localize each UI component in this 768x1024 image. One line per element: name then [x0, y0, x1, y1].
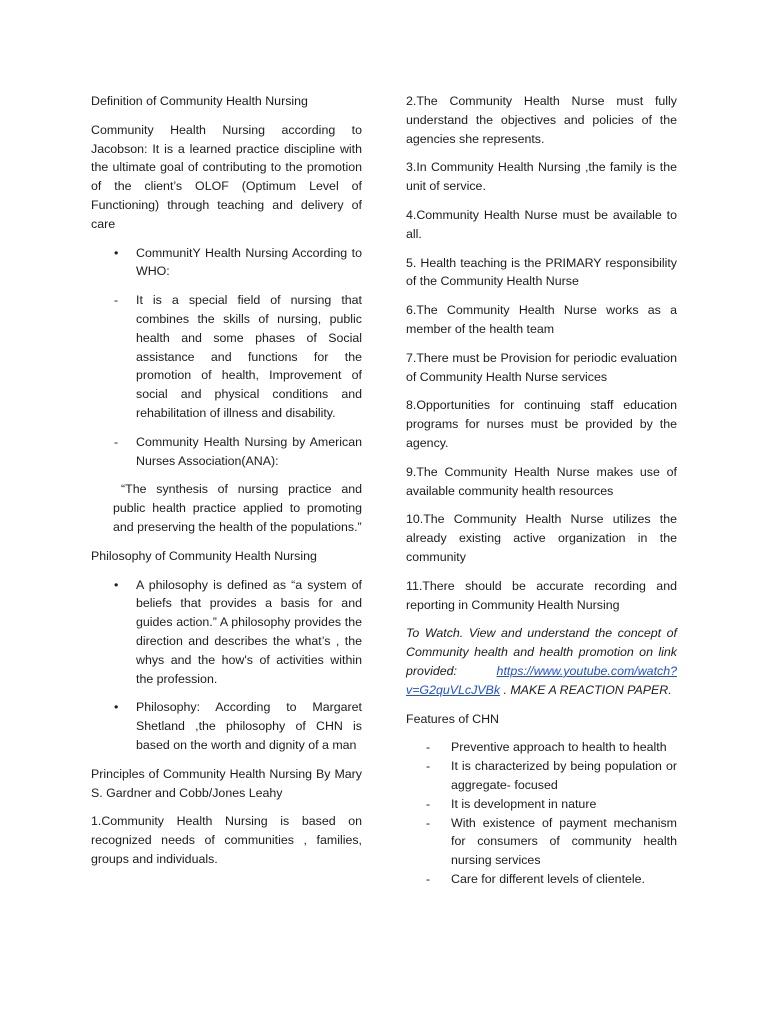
- watch-tail: . MAKE A REACTION PAPER.: [500, 682, 672, 697]
- dash-marker: -: [114, 434, 119, 449]
- youtube-link[interactable]: https://www.youtube.com/watch?v=G2quVLcJVBk: [406, 663, 677, 697]
- principle-11: 11.There should be accurate recording and reporting in Community Health Nursing: [406, 578, 677, 612]
- watch-text: To Watch. View and understand the concept of Community health and health promotion on link provided:: [406, 626, 677, 678]
- jacobson-definition: Community Health Nursing according to Jacobson: It is a learned practice discipline with the ultimate goal of contributing to the promotion of the client’s OLOF (Optimum Level of Functioning) through teaching and delivery of care: [91, 122, 362, 231]
- feature-text: With existence of payment mechanism for consumers of community health nursing services: [451, 815, 677, 868]
- ana-label: Community Health Nursing by American Nurses Association(ANA):: [136, 434, 362, 468]
- principle-4: 4.Community Health Nurse must be available to all.: [406, 207, 677, 241]
- principle-5: 5. Health teaching is the PRIMARY responsibility of the Community Health Nurse: [406, 255, 677, 289]
- feature-item: [406, 870, 677, 889]
- principle-2: 2.The Community Health Nurse must fully understand the objectives and policies of the agencies she represents.: [406, 94, 677, 146]
- dash-marker: -: [426, 871, 431, 886]
- feature-text: Preventive approach to health to health: [451, 740, 667, 755]
- philosophy-item-2: [91, 698, 362, 754]
- principle-6: 6.The Community Health Nurse works as a member of the health team: [406, 303, 677, 336]
- ana-item: [91, 433, 362, 471]
- philosophy-heading: Philosophy of Community Health Nursing: [91, 548, 317, 563]
- who-bullet-item: [91, 244, 362, 282]
- features-list: [406, 738, 677, 888]
- special-field-text: It is a special field of nursing that combines the skills of nursing, public health and some phases of Social assistance and functions for the promotion of health, Improvement of social and physical conditions and rehabilitation of illness and disability.: [136, 293, 362, 420]
- special-field-item: [91, 291, 362, 423]
- principle-8: 8.Opportunities for continuing staff education programs for nurses must be provided by the agency.: [406, 398, 677, 450]
- feature-item: [406, 738, 677, 757]
- dash-marker: -: [114, 293, 119, 308]
- right-column: [406, 92, 677, 889]
- bullet-marker: •: [114, 245, 119, 260]
- principle-1: 1.Community Health Nursing is based on recognized needs of communities , families, groups and individuals.: [91, 814, 362, 866]
- feature-text: It is development in nature: [451, 796, 597, 811]
- bullet-marker: •: [114, 700, 119, 715]
- ana-quote: “The synthesis of nursing practice and public health practice applied to promoting and preserving the health of the populations.”: [113, 482, 362, 534]
- dash-marker: -: [426, 759, 431, 774]
- feature-item: [406, 814, 677, 870]
- feature-item: [406, 757, 677, 795]
- dash-marker: -: [426, 740, 431, 755]
- principle-9: 9.The Community Health Nurse makes use of available community health resources: [406, 464, 677, 498]
- feature-text: Care for different levels of clientele.: [451, 871, 645, 886]
- left-column: [91, 92, 362, 879]
- dash-marker: -: [426, 815, 431, 830]
- dash-marker: -: [426, 796, 431, 811]
- principle-10: 10.The Community Health Nurse utilizes the already existing active organization in the community: [406, 512, 677, 564]
- principle-3: 3.In Community Health Nursing ,the family is the unit of service.: [406, 160, 677, 194]
- philosophy-item-1: [91, 576, 362, 689]
- bullet-marker: •: [114, 577, 119, 592]
- watch-instruction: [406, 624, 677, 699]
- principles-heading: Principles of Community Health Nursing By Mary S. Gardner and Cobb/Jones Leahy: [91, 766, 362, 800]
- who-definition-label: CommunitY Health Nursing According to WHO:: [136, 245, 362, 279]
- principle-7: 7.There must be Provision for periodic evaluation of Community Health Nurse services: [406, 350, 677, 384]
- feature-item: [406, 795, 677, 814]
- feature-text: It is characterized by being population or aggregate- focused: [451, 759, 677, 792]
- definition-heading: Definition of Community Health Nursing: [91, 94, 308, 108]
- shetland-philosophy: Philosophy: According to Margaret Shetland ,the philosophy of CHN is based on the worth and dignity of a man: [136, 700, 362, 752]
- features-heading: Features of CHN: [406, 711, 499, 726]
- philosophy-definition: A philosophy is defined as “a system of beliefs that provides a basis for and guides action.” A philosophy provides the direction and describes the what’s , the whys and the how's of activities within the profession.: [136, 577, 362, 686]
